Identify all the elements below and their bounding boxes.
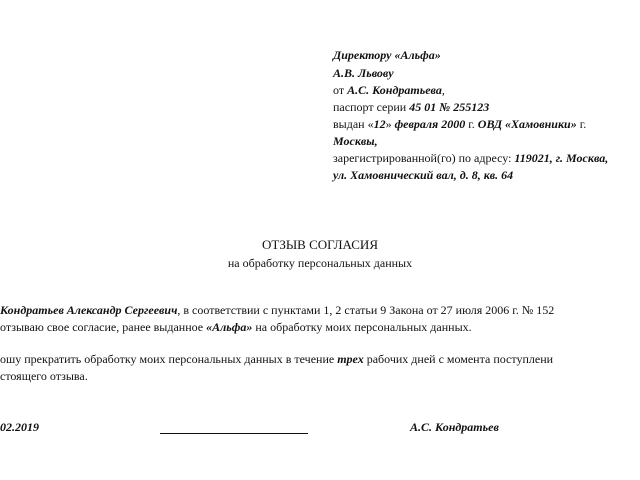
document-subtitle: на обработку персональных данных — [227, 256, 413, 270]
issued-city-line: Москвы, — [333, 134, 378, 148]
passport-line: паспорт серии 45 01 № 255123 — [333, 100, 490, 114]
body-paragraph-2-line-1: ошу прекратить обработку моих персональных данных в течение трех рабочих дней с момента поступлени — [0, 352, 554, 366]
signature-line — [160, 433, 308, 434]
address-line: ул. Хамовнический вал, д. 8, кв. 64 — [333, 168, 514, 182]
sender-line: от А.С. Кондратьева, — [333, 83, 445, 97]
body-paragraph-1-line-1: Кондратьев Александр Сергеевич, в соответствии с пунктами 1, 2 статьи 9 Закона от 27 июля 2006 г. № 152 — [0, 303, 555, 317]
document-date: 02.2019 — [0, 420, 39, 434]
document-title: ОТЗЫВ СОГЛАСИЯ — [262, 237, 378, 252]
addressee-name: А.В. Львову — [333, 66, 394, 80]
body-paragraph-2-line-2: стоящего отзыва. — [0, 369, 88, 383]
signer-name: А.С. Кондратьев — [410, 420, 499, 434]
passport-issued-line: выдан «12» февраля 2000 г. ОВД «Хамовники» г. — [333, 117, 587, 131]
registration-line: зарегистрированной(го) по адресу: 119021, г. Москва, — [333, 151, 609, 165]
body-paragraph-1-line-2: отзываю свое согласие, ранее выданное «Альфа» на обработку моих персональных данных. — [0, 320, 472, 334]
addressee-line: Директору «Альфа» — [333, 48, 441, 62]
